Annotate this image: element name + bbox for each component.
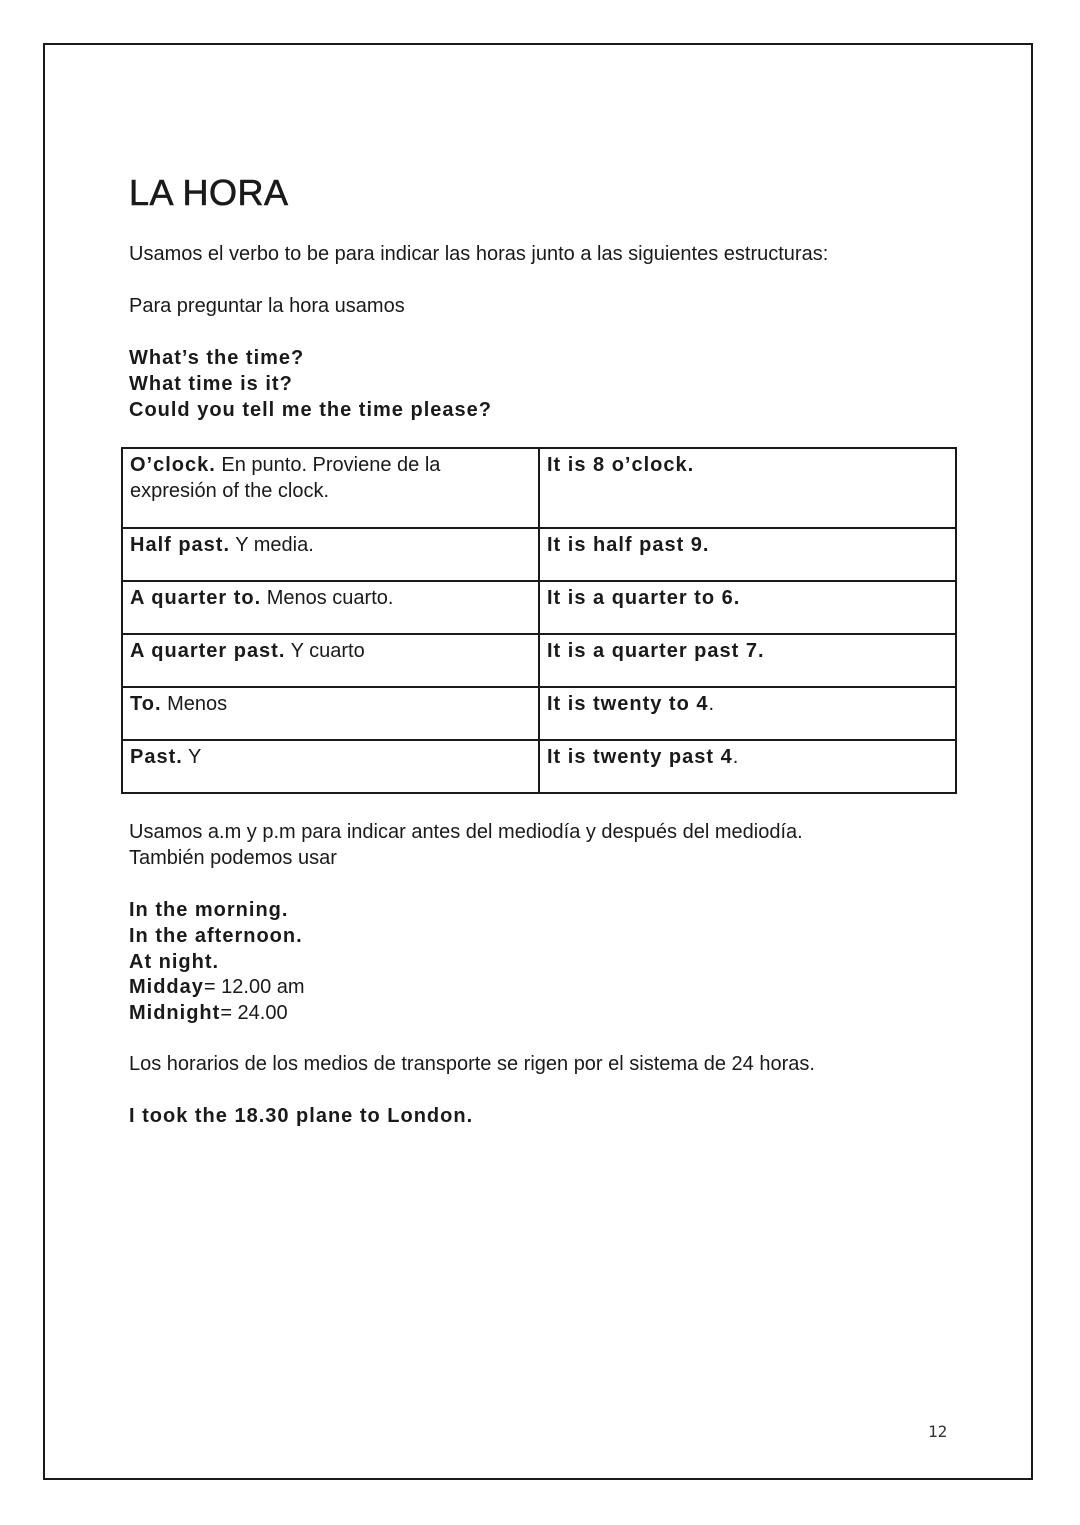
time-expressions-table (121, 447, 957, 794)
table-cell-expression (122, 634, 539, 687)
period-night: At night. (129, 951, 220, 973)
expression-meaning: Y cuarto (285, 640, 365, 662)
expression-term: O’clock. (130, 454, 216, 476)
midday-definition (129, 974, 305, 1000)
period-afternoon: In the afternoon. (129, 925, 303, 947)
expression-meaning: En punto. Proviene de la expresión of the clock. (130, 454, 441, 502)
expression-meaning: Y (182, 746, 202, 768)
page-number: 12 (928, 1422, 948, 1441)
question-what-time-is-it: What time is it? (129, 373, 293, 395)
table-row (122, 581, 956, 634)
expression-term: To. (130, 693, 162, 715)
transport-example: I took the 18.30 plane to London. (129, 1105, 474, 1127)
period-morning: In the morning. (129, 899, 289, 921)
midday-term: Midday (129, 976, 204, 998)
ask-intro-text: Para preguntar la hora usamos (129, 295, 405, 317)
example-sentence: It is a quarter to 6. (547, 587, 741, 609)
question-could-you-tell-me: Could you tell me the time please? (129, 399, 492, 421)
question-whats-the-time: What’s the time? (129, 347, 305, 369)
transport-note: Los horarios de los medios de transporte se rigen por el sistema de 24 horas. (129, 1053, 815, 1075)
expression-meaning: Menos cuarto. (261, 587, 394, 609)
expression-term: Half past. (130, 534, 231, 556)
midnight-definition (129, 1000, 288, 1026)
table-row (122, 740, 956, 793)
table-cell-example (539, 581, 956, 634)
page-title: LA HORA (129, 172, 289, 213)
expression-term: A quarter to. (130, 587, 262, 609)
example-sentence: It is twenty to 4 (547, 693, 709, 715)
expression-term: A quarter past. (130, 640, 286, 662)
table-cell-expression (122, 528, 539, 581)
table-row (122, 448, 956, 528)
table-cell-expression (122, 581, 539, 634)
table-cell-example (539, 634, 956, 687)
midnight-term: Midnight (129, 1002, 221, 1024)
table-cell-example (539, 448, 956, 528)
ampm-also-use: También podemos usar (129, 847, 337, 869)
table-cell-example (539, 740, 956, 793)
example-sentence: It is half past 9. (547, 534, 710, 556)
table-cell-example (539, 528, 956, 581)
table-row (122, 528, 956, 581)
example-tail: . (708, 693, 715, 715)
midnight-value: = 24.00 (220, 1002, 288, 1024)
example-sentence: It is a quarter past 7. (547, 640, 765, 662)
expression-meaning: Menos (161, 693, 228, 715)
table-cell-expression (122, 740, 539, 793)
example-sentence: It is twenty past 4 (547, 746, 733, 768)
example-sentence: It is 8 o’clock. (547, 454, 695, 476)
example-tail: . (732, 746, 739, 768)
table-cell-example (539, 687, 956, 740)
expression-meaning: Y media. (230, 534, 314, 556)
table-row (122, 634, 956, 687)
table-row (122, 687, 956, 740)
table-cell-expression (122, 687, 539, 740)
intro-text: Usamos el verbo to be para indicar las horas junto a las siguientes estructuras: (129, 243, 829, 265)
table-cell-expression (122, 448, 539, 528)
expression-term: Past. (130, 746, 183, 768)
ampm-explanation: Usamos a.m y p.m para indicar antes del mediodía y después del mediodía. (129, 821, 803, 843)
midday-value: = 12.00 am (203, 976, 305, 998)
